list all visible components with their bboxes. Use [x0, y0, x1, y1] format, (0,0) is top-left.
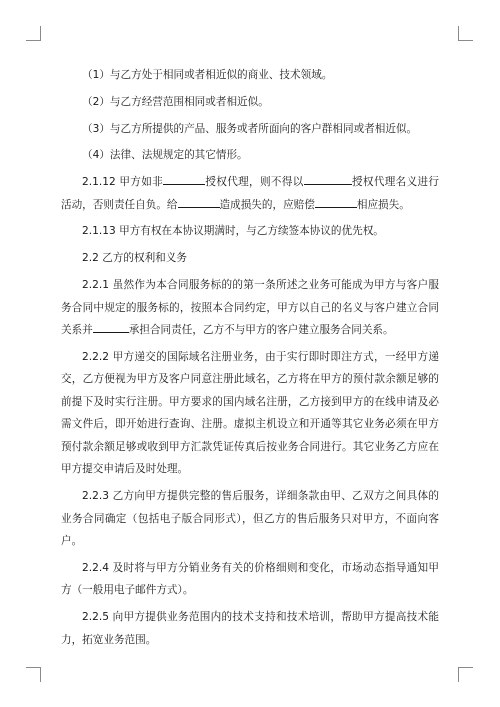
paragraph-item-4: （4）法律、法规规定的其它情形。 [82, 149, 248, 162]
crop-mark-top-right [458, 26, 473, 41]
paragraph-item-3: （3）与乙方所提供的产品、服务或者所面向的客户群相同或者相近似。 [82, 122, 418, 135]
crop-mark-bottom-right [458, 667, 473, 682]
text-segment: 相应损失。 [356, 198, 410, 211]
text-segment: 2.1.12 甲方如非 [82, 176, 164, 189]
blank-line [111, 320, 129, 333]
blank-line [304, 172, 352, 185]
paragraph-item-2: （2）与乙方经营范围相同或者相近似。 [82, 95, 269, 108]
document-page [61, 64, 439, 656]
section-heading-2-2: 2.2 乙方的权利和义务 [82, 252, 187, 265]
paragraph-2-2-3: 2.2.3 乙方向甲方提供完整的售后服务，详细条款由甲、乙双方之间具体的业务合同确定（包括电子版合同形式），但乙方的售后服务只对甲方，不面向客户。 [61, 490, 439, 548]
text-segment: 授权代理，则不得以 [205, 176, 304, 189]
paragraph-2-2-1 [61, 274, 439, 342]
crop-mark-bottom-left [26, 667, 41, 682]
text-segment: 授权代理名义进行活动，否则责任自负。给 [61, 176, 440, 211]
paragraph-2-2-4: 2.2.4 及时将与甲方分销业务有关的价格细则和变化，市场动态指导通知甲方（一般用电子邮件方式）。 [61, 561, 439, 597]
blank-line [163, 172, 205, 185]
blank-line [178, 195, 220, 208]
paragraph-2-2-5: 2.2.5 向甲方提供业务范围内的技术支持和技术培训，帮助甲方提高技术能力，拓宽业务范围。 [61, 611, 439, 646]
text-segment: 承担合同责任，乙方不与甲方的客户建立服务合同关系。 [128, 324, 394, 337]
blank-line [93, 320, 111, 333]
paragraph-2-1-12 [61, 171, 439, 216]
text-segment: 2.2.1 虽然作为本合同服务标的的第一条所述之业务可能成为甲方与客户服务合同中规定的服务标的，按照本合同约定，甲方以自己的名义与客户建立合同关系并 [61, 279, 439, 337]
paragraph-item-1: （1）与乙方处于相同或者相近似的商业、技术领域。 [82, 69, 333, 81]
text-segment: 造成损失的，应赔偿 [219, 198, 315, 211]
paragraph-2-2-2: 2.2.2 甲方递交的国际域名注册业务，由于实行即时即注方式，一经甲方递交，乙方便视为甲方及客户同意注册此域名，乙方将在甲方的预付款余额足够的前提下及时实行注册。甲方要求的国内域名注册，乙方接到甲方的在线申请及必需文件后，即开始进行查询、注册。虚拟主机设立和开通等其它业务必须在甲方预付款余额足够或收到甲方汇款凭证传真后按业务合同进行。其它业务乙方应在甲方提交申请后及时处理。 [61, 350, 439, 476]
paragraph-2-1-13: 2.1.13 甲方有权在本协议期满时，与乙方续签本协议的优先权。 [82, 225, 384, 238]
crop-mark-top-left [26, 26, 41, 41]
blank-line [315, 195, 357, 208]
